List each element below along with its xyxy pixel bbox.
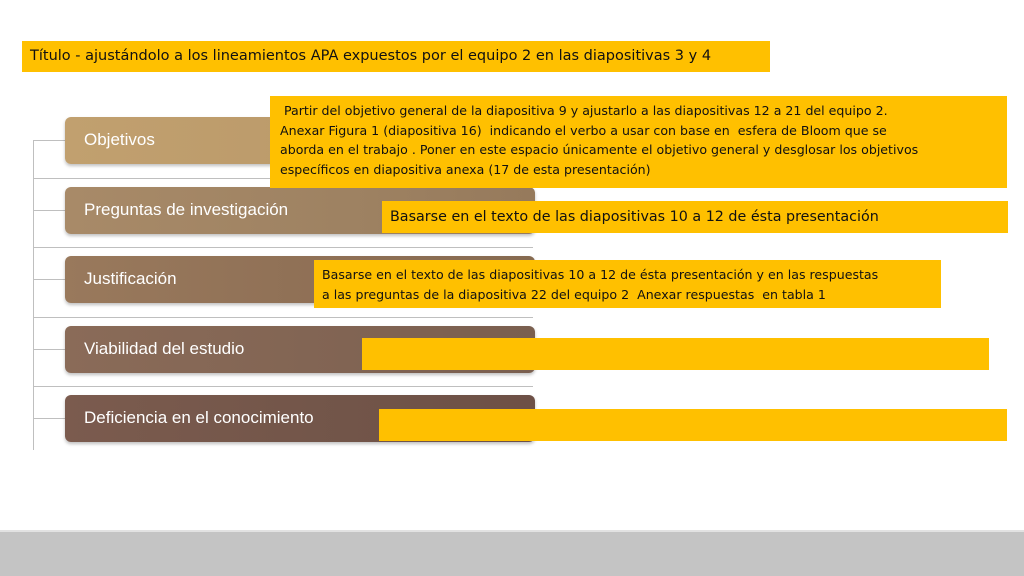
note-preguntas: Basarse en el texto de las diapositivas 10 a 12 de ésta presentación bbox=[382, 201, 1008, 233]
note-line: específicos en diapositiva anexa (17 de esta presentación) bbox=[280, 161, 651, 177]
note-line: a las preguntas de la diapositiva 22 del equipo 2 Anexar respuestas en tabla 1 bbox=[322, 286, 826, 302]
note-line: Basarse en el texto de las diapositivas 10 a 12 de ésta presentación y en las respuestas bbox=[322, 267, 879, 282]
tree-connector-branch bbox=[33, 210, 65, 211]
tree-connector-branch bbox=[33, 418, 65, 419]
note-viabilidad bbox=[362, 338, 989, 370]
tree-connector-underline bbox=[33, 386, 533, 387]
bar-label: Objetivos bbox=[84, 130, 155, 149]
tree-connector-branch bbox=[33, 140, 65, 141]
bar-label: Preguntas de investigación bbox=[84, 200, 289, 219]
bar-label: Deficiencia en el conocimiento bbox=[84, 408, 314, 427]
bar-label: Viabilidad del estudio bbox=[84, 339, 245, 358]
title-note: Título - ajustándolo a los lineamientos APA expuestos por el equipo 2 en las diapositivas 3 y 4 bbox=[22, 41, 770, 72]
tree-connector-underline bbox=[33, 317, 533, 318]
note-line: Anexar Figura 1 (diapositiva 16) indicando el verbo a usar con base en esfera de Bloom que se bbox=[280, 122, 887, 138]
note-deficiencia bbox=[379, 409, 1007, 441]
tree-connector-vertical bbox=[33, 140, 34, 450]
tree-connector-branch bbox=[33, 349, 65, 350]
tree-connector-underline bbox=[33, 247, 533, 248]
footer-band bbox=[0, 532, 1024, 576]
note-line: aborda en el trabajo . Poner en este espacio únicamente el objetivo general y desglosar los objetivos bbox=[280, 142, 919, 157]
note-line: Partir del objetivo general de la diapositiva 9 y ajustarlo a las diapositivas 12 a 21 del equipo 2. bbox=[280, 103, 888, 118]
note-objetivos bbox=[270, 96, 1007, 188]
bar-label: Justificación bbox=[84, 269, 177, 288]
note-justificacion bbox=[314, 260, 941, 308]
tree-connector-branch bbox=[33, 279, 65, 280]
